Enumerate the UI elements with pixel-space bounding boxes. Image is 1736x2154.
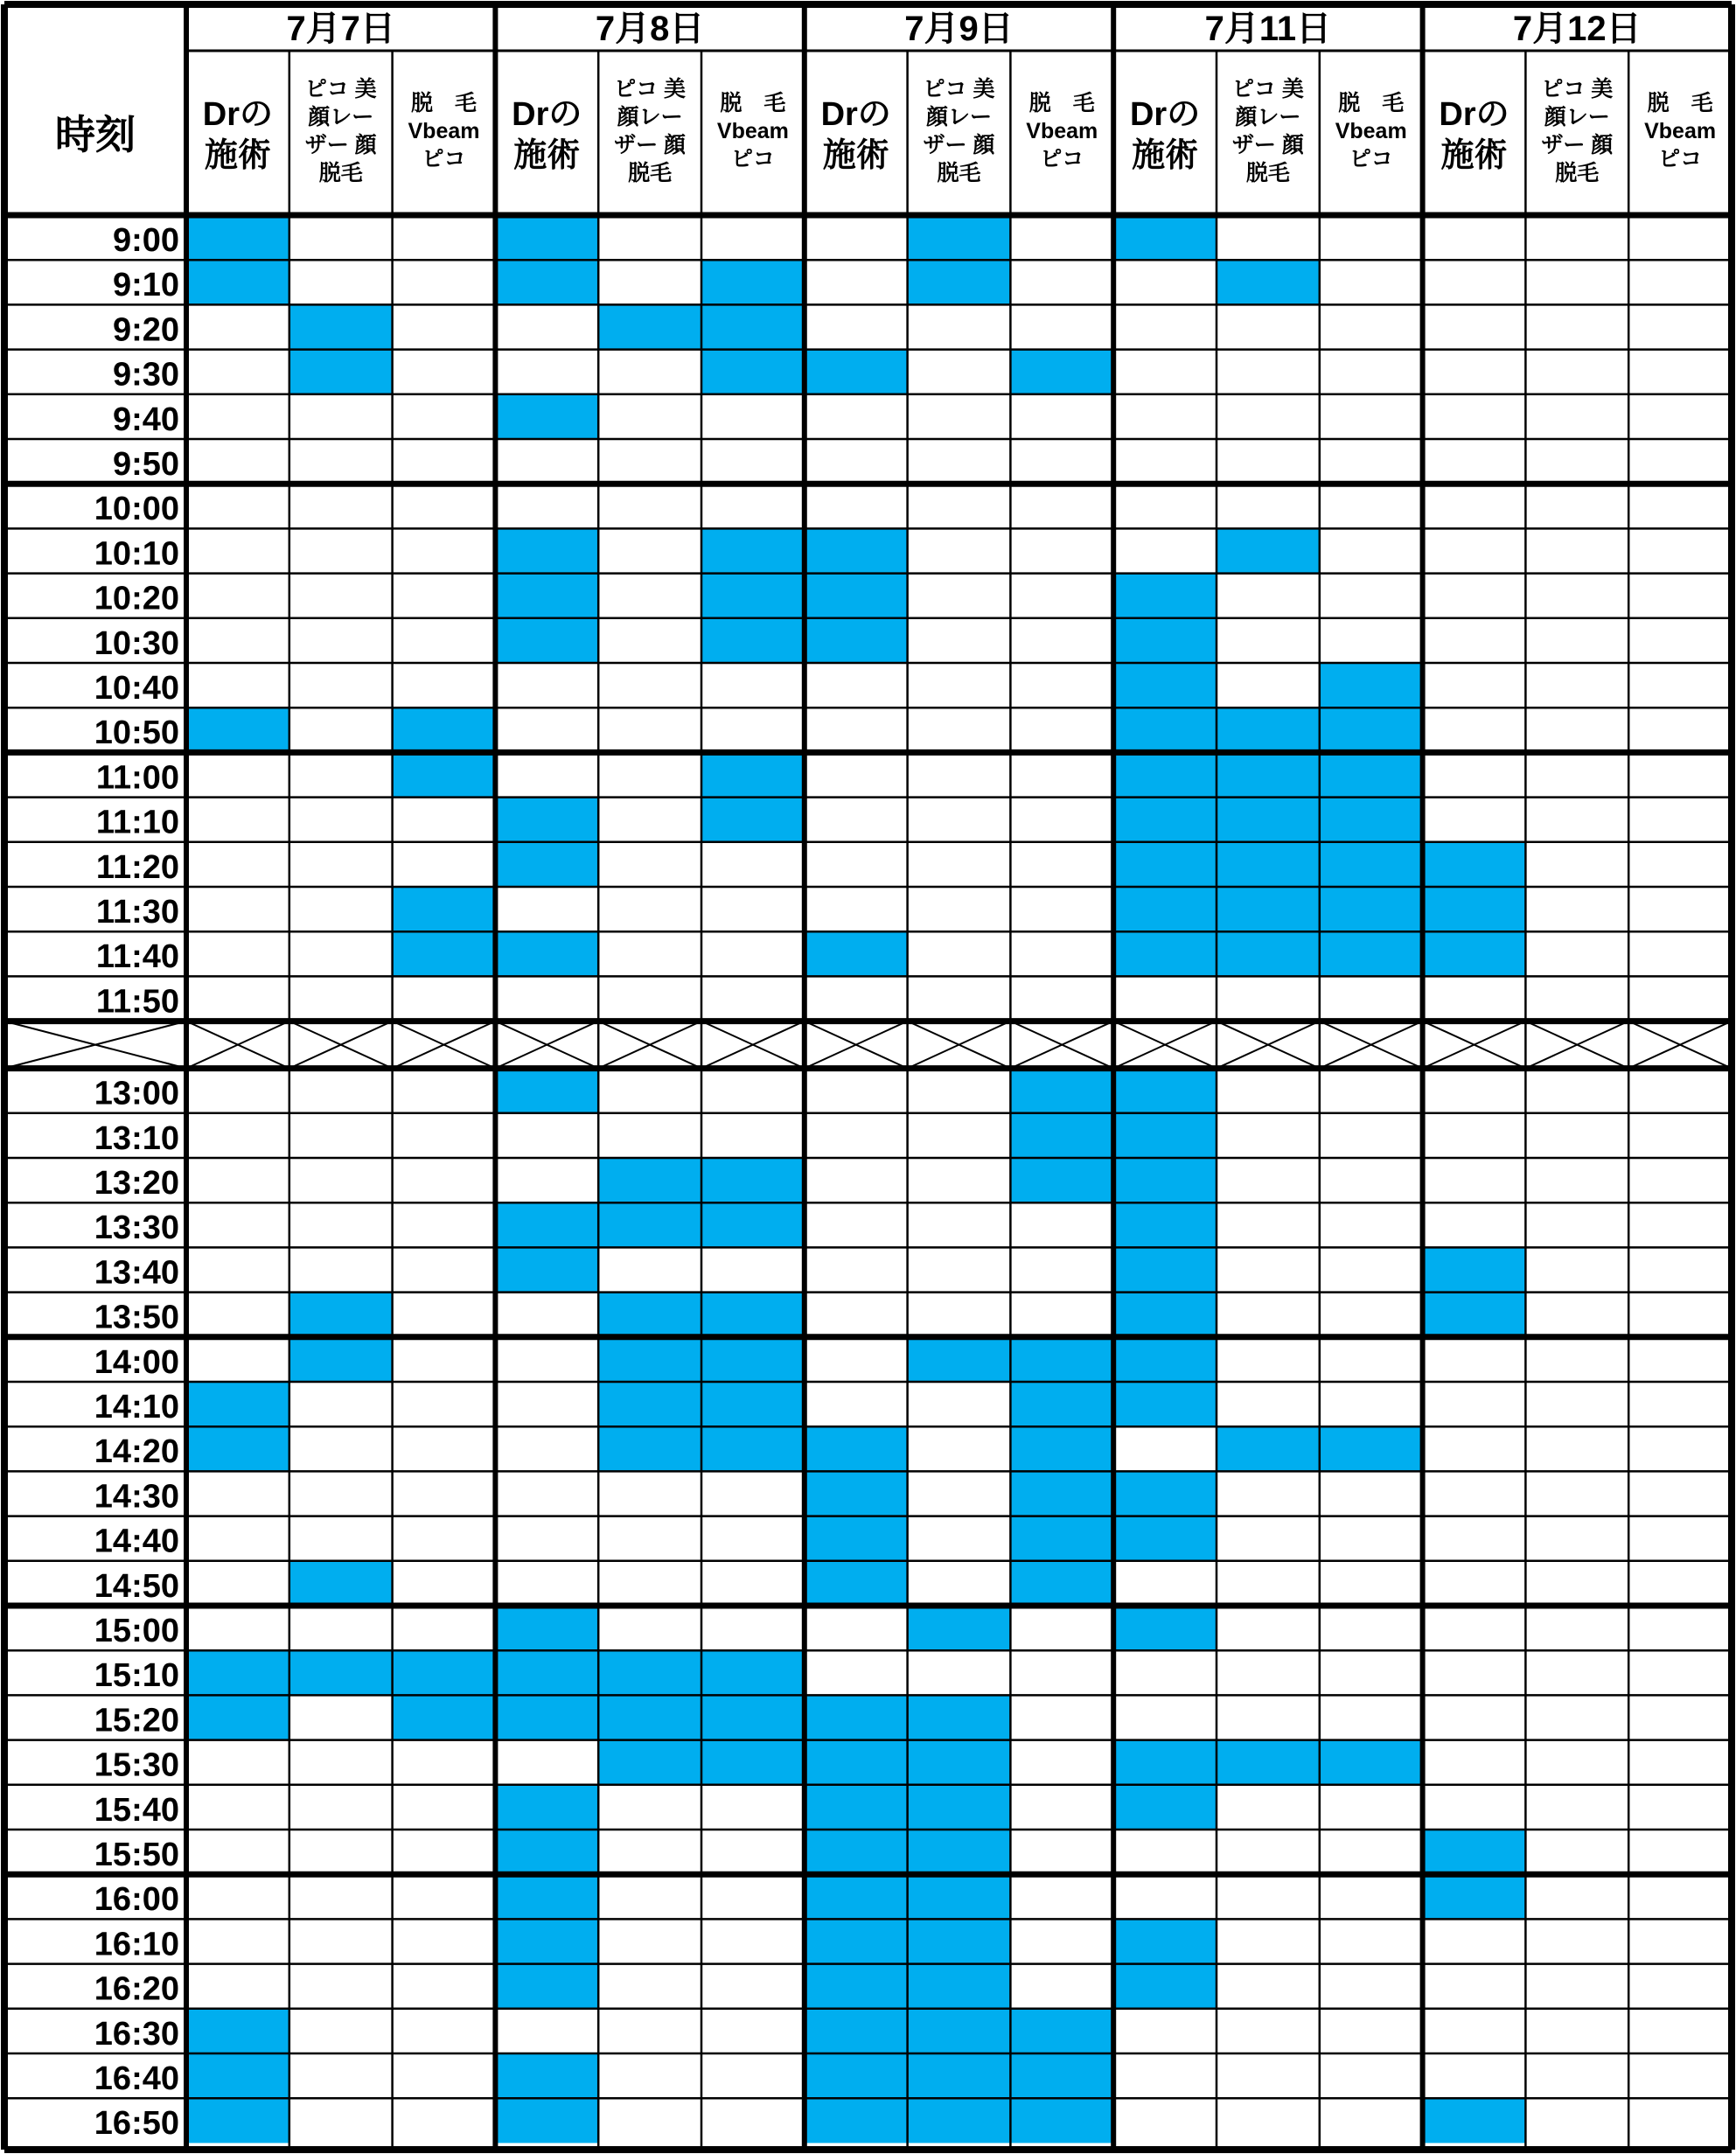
booked-slot [805,1874,908,1919]
column-header-dr: 施術 [513,137,581,174]
booked-slot [393,1695,496,1739]
time-label: 14:30 [94,1478,179,1516]
time-label: 14:00 [94,1343,179,1381]
booked-slot [495,1606,598,1650]
booked-slot [908,215,1011,260]
booked-slot [598,1650,701,1695]
booked-slot [805,1740,908,1785]
column-header-vbeam: 脱 毛 [410,91,478,115]
booked-slot [186,2098,289,2143]
booked-slot [908,1695,1011,1739]
booked-slot [908,2098,1011,2143]
booked-slot [393,708,496,752]
booked-slot [701,1158,805,1202]
column-header-dr: 施術 [204,137,271,174]
column-header-dr: Drの [1129,96,1201,133]
time-label: 14:50 [94,1567,179,1605]
booked-slot [1010,350,1113,394]
column-header-pico-laser: 脱毛 [318,161,363,185]
column-header-pico-laser: ピコ 美 [614,77,687,101]
time-label: 15:20 [94,1702,179,1739]
booked-slot [186,1695,289,1739]
booked-slot [495,2098,598,2143]
day-header: 7月7日 [286,10,395,48]
booked-slot [1320,798,1423,842]
booked-slot [1320,842,1423,887]
booked-slot [289,304,393,349]
booked-slot [186,2053,289,2098]
booked-slot [393,887,496,931]
booked-slot [1320,708,1423,752]
booked-slot [908,2053,1011,2098]
booked-slot [805,2009,908,2053]
time-label: 10:30 [94,624,179,662]
booked-slot [701,798,805,842]
booked-slot [1217,752,1320,797]
booked-slot [805,1830,908,1874]
booked-slot [805,931,908,976]
time-label: 14:40 [94,1523,179,1560]
time-label: 16:40 [94,2060,179,2097]
time-label: 11:40 [95,938,179,976]
column-header-dr: Drの [820,96,891,133]
column-header-pico-laser: ザー 顔 [1231,133,1304,157]
booked-slot [1010,2009,1113,2053]
booked-slot [186,260,289,304]
booked-slot [495,2053,598,2098]
column-header-pico-laser: 顔レー [1235,105,1301,129]
time-label: 15:40 [94,1791,179,1829]
time-label: 15:30 [94,1746,179,1784]
booked-slot [1320,887,1423,931]
booked-slot [598,1337,701,1382]
booked-slot [186,1650,289,1695]
booked-slot [701,528,805,573]
booked-slot [805,1516,908,1561]
booked-slot [1113,663,1217,708]
time-label: 16:00 [94,1881,179,1919]
time-label: 11:00 [95,759,179,797]
booked-slot [701,1202,805,1247]
booked-slot [1217,798,1320,842]
booked-slot [1113,708,1217,752]
booked-slot [1423,1874,1526,1919]
booked-slot [1217,887,1320,931]
column-header-dr: Drの [202,96,274,133]
time-label: 10:20 [94,580,179,617]
booked-slot [1113,1247,1217,1292]
column-header-dr: 施術 [1440,137,1508,174]
time-label: 13:10 [94,1119,179,1157]
booked-slot [1320,1740,1423,1785]
time-label: 16:20 [94,1970,179,2008]
booked-slot [1113,618,1217,663]
column-header-vbeam: Vbeam [408,119,480,143]
booked-slot [495,931,598,976]
booked-slot [1217,1740,1320,1785]
booked-slot [908,2009,1011,2053]
column-header-pico-laser: 脱毛 [1245,161,1290,185]
booked-slot [393,1650,496,1695]
booked-slot [598,1695,701,1739]
booked-slot [908,1337,1011,1382]
booked-slot [495,215,598,260]
booked-slot [393,931,496,976]
booked-slot [1320,752,1423,797]
booked-slot [495,574,598,618]
booked-slot [186,1382,289,1426]
booked-slot [1217,1426,1320,1471]
booked-slot [1113,1113,1217,1158]
column-header-pico-laser: 脱毛 [1555,161,1600,185]
booked-slot [805,1919,908,1963]
booked-slot [495,842,598,887]
booked-slot [289,1561,393,1606]
booked-slot [495,618,598,663]
booked-slot [598,1158,701,1202]
booked-slot [1113,842,1217,887]
booked-slot [805,1695,908,1739]
booked-slot [1320,1426,1423,1471]
column-header-vbeam: 脱 毛 [1647,91,1713,115]
time-label: 15:10 [94,1657,179,1695]
time-label: 10:50 [94,715,179,752]
booked-slot [1113,215,1217,260]
time-header: 時刻 [55,112,136,157]
booked-slot [701,1337,805,1382]
booked-slot [1113,1382,1217,1426]
booked-slot [1423,931,1526,976]
booked-slot [908,260,1011,304]
time-label: 16:50 [94,2105,179,2143]
booked-slot [908,1874,1011,1919]
booked-slot [701,260,805,304]
booked-slot [1217,708,1320,752]
booked-slot [908,1964,1011,2009]
booked-slot [1423,887,1526,931]
time-label: 10:10 [94,535,179,573]
booked-slot [701,1740,805,1785]
time-label: 13:50 [94,1299,179,1336]
booked-slot [1423,1293,1526,1337]
column-header-vbeam: ピコ [1349,147,1393,171]
booked-slot [1423,842,1526,887]
booked-slot [289,1337,393,1382]
booked-slot [1113,798,1217,842]
booked-slot [805,1785,908,1830]
column-header-pico-laser: 脱毛 [937,161,981,185]
booked-slot [289,1650,393,1695]
booked-slot [701,1650,805,1695]
booked-slot [495,1202,598,1247]
time-label: 13:00 [94,1075,179,1112]
booked-slot [1113,1293,1217,1337]
column-header-vbeam: 脱 毛 [1338,91,1405,115]
time-label: 9:10 [112,267,179,304]
booked-slot [1113,1069,1217,1113]
column-header-pico-laser: ピコ 美 [304,77,377,101]
booked-slot [805,2098,908,2143]
booked-slot [805,1426,908,1471]
time-label: 15:50 [94,1837,179,1873]
booked-slot [1010,1516,1113,1561]
day-header: 7月11日 [1204,10,1332,48]
booked-slot [598,1293,701,1337]
booked-slot [186,215,289,260]
booked-slot [1113,1202,1217,1247]
time-label: 13:20 [94,1165,179,1202]
time-label: 16:30 [94,2015,179,2053]
booked-slot [908,1740,1011,1785]
booked-slot [495,798,598,842]
booked-slot [805,528,908,573]
booked-slot [186,708,289,752]
time-label: 14:20 [94,1433,179,1471]
booked-slot [1010,1113,1113,1158]
time-label: 9:20 [112,311,179,349]
column-header-pico-laser: ピコ 美 [923,77,995,101]
booked-slot [1113,1471,1217,1516]
column-header-pico-laser: ザー 顔 [923,133,995,157]
booked-slot [1113,1158,1217,1202]
column-header-pico-laser: 顔レー [617,105,683,129]
column-header-dr: 施術 [1132,137,1199,174]
booked-slot [701,618,805,663]
booked-slot [598,1740,701,1785]
time-label: 9:50 [112,446,179,483]
booked-slot [495,1964,598,2009]
booked-slot [805,618,908,663]
booked-slot [805,350,908,394]
booked-slot [805,2053,908,2098]
column-header-vbeam: Vbeam [1026,119,1098,143]
column-header-pico-laser: ピコ 美 [1541,77,1614,101]
column-header-pico-laser: 顔レー [308,105,374,129]
column-header-vbeam: 脱 毛 [720,91,786,115]
time-label: 13:30 [94,1209,179,1247]
booked-slot [908,1606,1011,1650]
booked-slot [495,1650,598,1695]
booked-slot [1113,1516,1217,1561]
booked-slot [598,1426,701,1471]
booked-slot [1010,1337,1113,1382]
booked-slot [701,1695,805,1739]
column-header-pico-laser: ピコ 美 [1231,77,1304,101]
booked-slot [1010,1382,1113,1426]
booked-slot [1010,1069,1113,1113]
booked-slot [598,1202,701,1247]
booked-slot [1113,1606,1217,1650]
day-header: 7月12日 [1512,10,1642,48]
booked-slot [495,1785,598,1830]
time-label: 9:30 [112,356,179,394]
booked-slot [1423,1830,1526,1874]
column-header-vbeam: ピコ [422,147,466,171]
day-header: 7月8日 [595,10,705,48]
booked-slot [1217,528,1320,573]
booked-slot [1320,931,1423,976]
booked-slot [701,350,805,394]
time-label: 10:40 [94,670,179,707]
booked-slot [1320,663,1423,708]
day-header: 7月9日 [904,10,1014,48]
booked-slot [805,1471,908,1516]
booked-slot [495,528,598,573]
booked-slot [495,1247,598,1292]
booked-slot [701,752,805,797]
column-header-pico-laser: ザー 顔 [1541,133,1614,157]
booked-slot [1113,1919,1217,1963]
booked-slot [598,1382,701,1426]
booked-slot [1113,1964,1217,2009]
time-label: 13:40 [94,1254,179,1292]
booked-slot [1010,1561,1113,1606]
column-header-vbeam: ピコ [730,147,775,171]
booked-slot [186,1426,289,1471]
booked-slot [186,2009,289,2053]
time-label: 11:50 [95,983,179,1021]
time-label: 10:00 [94,491,179,528]
booked-slot [495,1830,598,1874]
booked-slot [1010,1426,1113,1471]
column-header-pico-laser: 脱毛 [628,161,673,185]
booked-slot [701,1382,805,1426]
booked-slot [1217,931,1320,976]
column-header-vbeam: ピコ [1658,147,1703,171]
booked-slot [701,1426,805,1471]
booked-slot [289,350,393,394]
column-header-vbeam: ピコ [1040,147,1084,171]
booked-slot [805,1964,908,2009]
column-header-dr: Drの [1439,96,1509,133]
time-label: 9:40 [112,401,179,438]
column-header-dr: Drの [512,96,582,133]
booked-slot [1010,2098,1113,2143]
booked-slot [1010,2053,1113,2098]
booked-slot [908,1830,1011,1874]
booked-slot [908,1785,1011,1830]
booked-slot [701,304,805,349]
booked-slot [1113,752,1217,797]
booked-slot [908,1919,1011,1963]
booked-slot [1010,1158,1113,1202]
column-header-vbeam: 脱 毛 [1028,91,1095,115]
booked-slot [495,260,598,304]
time-label: 15:00 [94,1613,179,1649]
time-label: 14:10 [94,1389,179,1426]
column-header-pico-laser: 顔レー [925,105,993,129]
booked-slot [1217,842,1320,887]
booked-slot [495,1919,598,1963]
booked-slot [1113,931,1217,976]
booked-slot [1423,2098,1526,2143]
column-header-pico-laser: 顔レー [1544,105,1610,129]
booked-slot [1113,574,1217,618]
column-header-pico-laser: ザー 顔 [614,133,687,157]
booked-slot [1113,1785,1217,1830]
booked-slot [701,1293,805,1337]
booked-slot [393,752,496,797]
column-header-dr: 施術 [822,137,889,174]
booked-slot [805,574,908,618]
booked-slot [495,1695,598,1739]
time-label: 16:10 [94,1926,179,1963]
booked-slot [1113,887,1217,931]
column-header-vbeam: Vbeam [1335,119,1407,143]
booked-slot [289,1293,393,1337]
time-label: 11:20 [95,848,179,886]
booked-slot [1113,1740,1217,1785]
booked-slot [598,304,701,349]
booked-slot [1423,1247,1526,1292]
booked-slot [805,1561,908,1606]
booked-slot [495,1874,598,1919]
slot-cells [186,215,1525,2143]
column-header-pico-laser: ザー 顔 [304,133,377,157]
booked-slot [1010,1471,1113,1516]
column-header-vbeam: Vbeam [716,119,789,143]
time-label: 9:00 [112,222,179,259]
time-label: 11:30 [95,894,179,931]
booked-slot [701,574,805,618]
booked-slot [1113,1337,1217,1382]
time-label: 11:10 [95,804,179,841]
booked-slot [495,394,598,439]
column-header-vbeam: Vbeam [1644,119,1717,143]
booked-slot [1217,260,1320,304]
booked-slot [495,1069,598,1113]
